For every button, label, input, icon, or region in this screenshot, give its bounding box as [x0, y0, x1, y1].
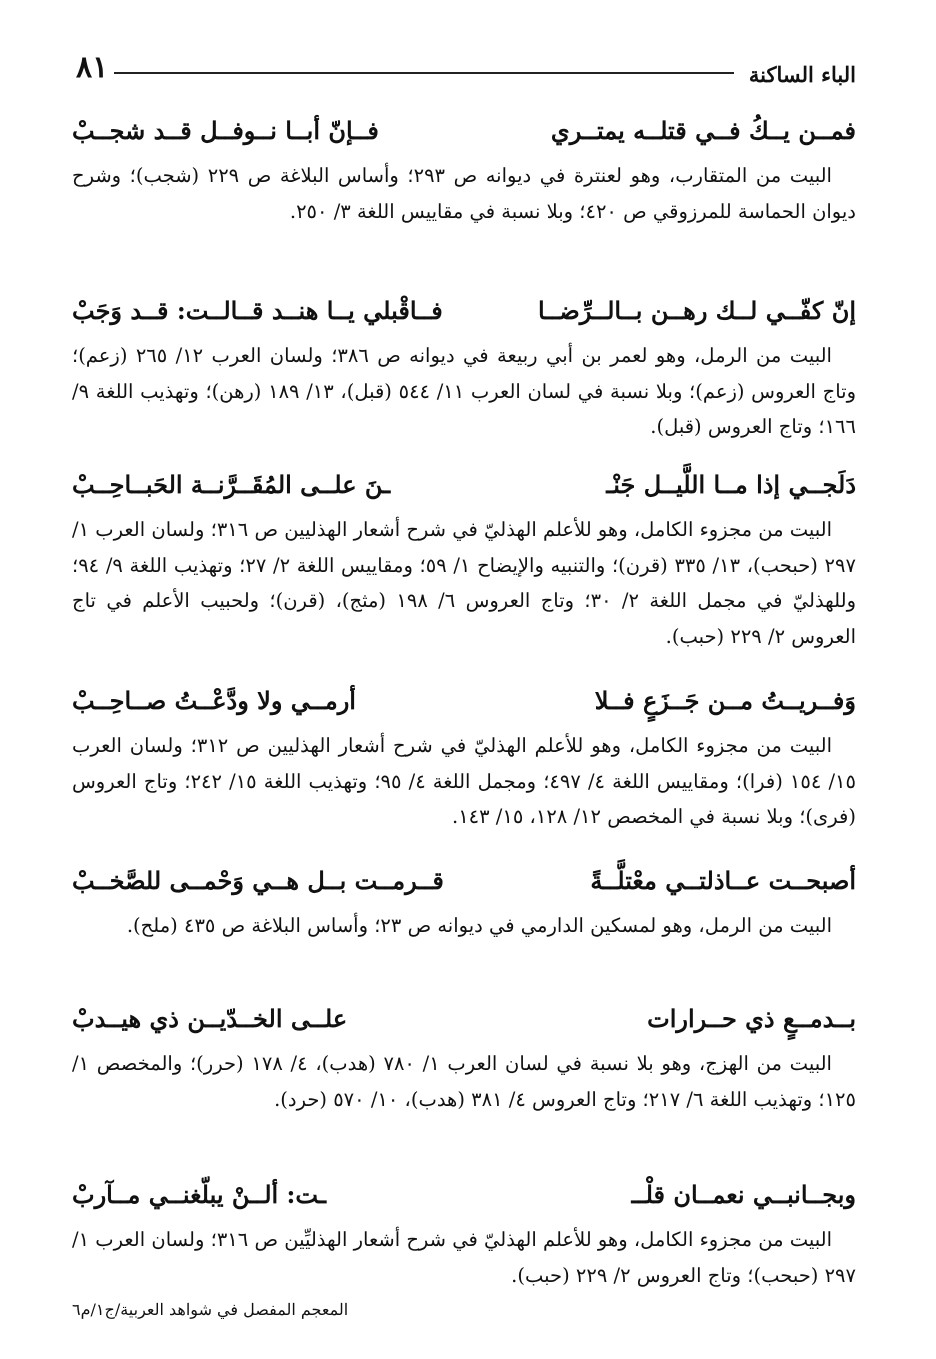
- first-hemistich: وبجــانبــي نعمــان قلْــ: [631, 1180, 856, 1209]
- verse-commentary: البيت من الهزج، وهو بلا نسبة في لسان العرب ١/ ٧٨٠ (هدب)، ٤/ ١٧٨ (حرر)؛ والمخصص ١/ ١٢٥؛ وتهذيب اللغة ٦/ ٢١٧؛ وتاج العروس ٤/ ٣٨١ (هدب)، ١٠/ ٥٧٠ (حرد).: [72, 1052, 856, 1111]
- verse-entry-1: [72, 112, 856, 229]
- verse-commentary: البيت من الرمل، وهو لعمر بن أبي ربيعة في ديوانه ص ٣٨٦؛ ولسان العرب ١٢/ ٢٦٥ (زعم)؛ وتاج العروس (زعم)؛ وبلا نسبة في لسان العرب ١١/ ٥٤٤ (قبل)، ١٣/ ١٨٩ (رهن)؛ وتهذيب اللغة ٩/ ١٦٦؛ وتاج العروس (قبل).: [72, 344, 856, 438]
- verse-entry-4: [72, 682, 856, 835]
- verse-commentary: البيت من المتقارب، وهو لعنترة في ديوانه ص ٢٩٣؛ وأساس البلاغة ص ٢٢٩ (شجب)؛ وشرح ديوان الحماسة للمرزوقي ص ٤٢٠؛ وبلا نسبة في مقاييس اللغة ٣/ ٢٥٠.: [72, 164, 856, 223]
- verse-commentary: البيت من مجزوء الكامل، وهو للأعلم الهذليّ في شرح أشعار الهذليِّين ص ٣١٦؛ ولسان العرب ١/ ٢٩٧ (حبحب)؛ وتاج العروس ٢/ ٢٢٩ (حبب).: [72, 1228, 856, 1287]
- page-footer: المعجم المفصل في شواهد العربية/ج١/م٦: [72, 1300, 349, 1319]
- verse-line: [72, 292, 856, 338]
- verse-line: [72, 1000, 856, 1046]
- section-title: الباء الساكنة: [748, 62, 856, 87]
- verse-entry-6: [72, 1000, 856, 1117]
- verse-line: [72, 682, 856, 728]
- header-rule: [114, 72, 734, 74]
- verse-entry-2: [72, 292, 856, 445]
- verse-line: [72, 862, 856, 908]
- verse-commentary: البيت من مجزوء الكامل، وهو للأعلم الهذليّ في شرح أشعار الهذليين ص ٣١٢؛ ولسان العرب ١٥/ ١٥٤ (فرا)؛ ومقاييس اللغة ٤/ ٤٩٧؛ ومجمل اللغة ٤/ ٩٥؛ وتهذيب اللغة ١٥/ ٢٤٢؛ وتاج العروس (فرى)؛ وبلا نسبة في المخصص ١٢/ ١٢٨، ١٥/ ١٤٣.: [72, 734, 856, 828]
- first-hemistich: دَلَجــي إذا مــا اللَّيــل جَنْـ: [606, 470, 856, 499]
- first-hemistich: وَفــريــتُ مــن جَــزَعٍ فــلا: [594, 686, 856, 715]
- verse-entry-7: [72, 1176, 856, 1293]
- second-hemistich: أرمــي ولا ودَّعْــتُ صــاحِــبْ: [72, 686, 356, 715]
- second-hemistich: قــرمــت بــل هــي وَحْمــى للصَّخــبْ: [72, 866, 444, 895]
- verse-line: [72, 112, 856, 158]
- verse-line: [72, 466, 856, 512]
- first-hemistich: فمــن يــكُ فــي قتلــه يمتــري: [550, 116, 856, 145]
- second-hemistich: ـت: ألــنْ يبلّغنــي مــآربْ: [72, 1180, 327, 1209]
- verse-entry-3: [72, 466, 856, 654]
- second-hemistich: علــى الخــدّيــن ذي هيــدبْ: [72, 1004, 348, 1033]
- first-hemistich: إنّ كفّــي لــك رهــن بــالــرِّضــا: [538, 296, 856, 325]
- second-hemistich: فــاقْبلي يــا هنــد قــالــت: قــد وَجَبْ: [72, 296, 443, 325]
- verse-commentary: البيت من مجزوء الكامل، وهو للأعلم الهذليّ في شرح أشعار الهذليين ص ٣١٦؛ ولسان العرب ١/ ٢٩٧ (حبحب)، ١٣/ ٣٣٥ (قرن)؛ والتنبيه والإيضاح ١/ ٥٩؛ ومقاييس اللغة ٢/ ٢٧؛ وتهذيب اللغة ٩/ ٩٤؛ وللهذليّ في مجمل اللغة ٢/ ٣٠؛ وتاج العروس ٦/ ١٩٨ (مثج)، (قرن)؛ ولحبيب الأعلم في تاج العروس ٢/ ٢٢٩ (حبب).: [72, 518, 856, 648]
- verse-line: [72, 1176, 856, 1222]
- first-hemistich: أصبحــت عــاذلتــي معْتلَّــةً: [590, 866, 856, 895]
- verse-commentary: البيت من الرمل، وهو لمسكين الدارمي في ديوانه ص ٢٣؛ وأساس البلاغة ص ٤٣٥ (ملح).: [126, 914, 832, 937]
- page-number: ٨١: [76, 50, 109, 85]
- second-hemistich: ـنَ علــى المُقَــرَّنــة الحَبــاحِــبْ: [72, 470, 391, 499]
- first-hemistich: بــدمــعٍ ذي حــرارات: [647, 1004, 856, 1033]
- page-header: [72, 50, 856, 90]
- second-hemistich: فــإنّ أبــا نــوفــل قــد شجــبْ: [72, 116, 379, 145]
- verse-entry-5: [72, 862, 856, 944]
